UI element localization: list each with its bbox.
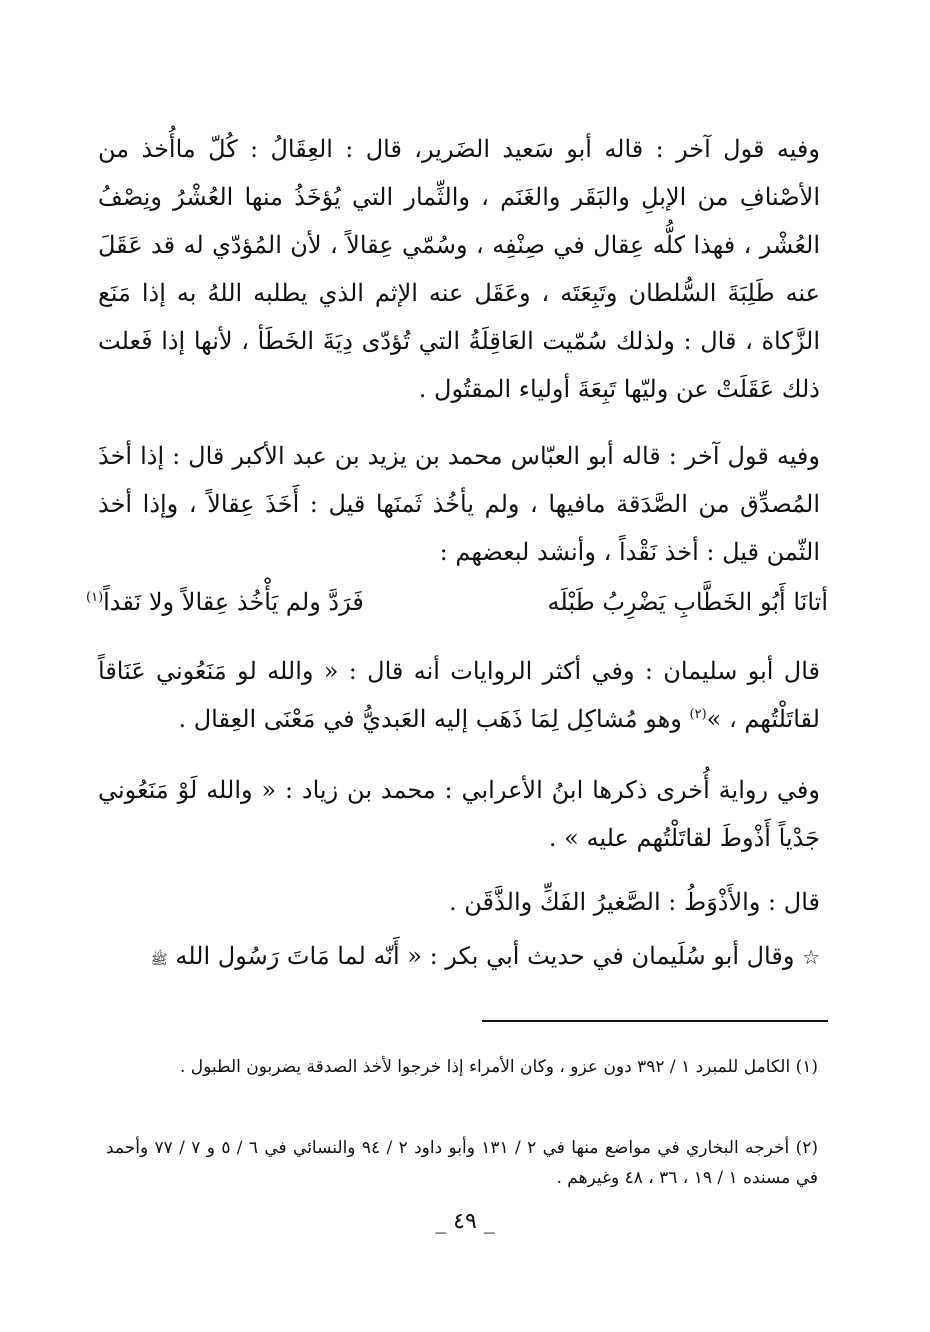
poem-verse bbox=[86, 578, 828, 626]
footnote-ref-1: (١) bbox=[86, 590, 104, 605]
paragraph-ibn-al-arabi: وفي رواية أُخرى ذكرها ابنُ الأعرابي : محمد بن زياد : « والله لَوْ مَنَعُوني جَدْياً أَذْوطَ لقاتَلْتُهم عليه » . bbox=[98, 776, 820, 852]
footnote-divider bbox=[482, 1020, 828, 1022]
paragraph-abu-bakr-hadith bbox=[98, 932, 820, 984]
poem-first-hemistich: أتانَا أَبُو الخَطَّابِ يَضْرِبُ طَبْلَه bbox=[547, 588, 828, 616]
footnote-1: (١) الكامل للمبرد ١ / ٣٩٢ دون عزو ، وكان الأمراء إذا خرجوا لأخذ الصدقة يضربون الطبول . bbox=[179, 1057, 818, 1077]
p6-text: وقال أبو سُلَيمان في حديث أبي بكر : « أَنّه لما مَاتَ رَسُول الله bbox=[167, 942, 803, 970]
footnote-2: (٢) أخرجه البخاري في مواضع منها في ٢ / ١٣١ وأبو داود ٢ / ٩٤ والنسائي في ٦ / ٥ و ٧ / ٧٧ وأحمد في مسنده ١ / ١٩ ، ٣٦ ، ٤٨ وغيرهم . bbox=[106, 1138, 819, 1188]
page-number: _ ٤٩ _ bbox=[435, 1209, 495, 1234]
star-icon: ☆ bbox=[802, 945, 820, 969]
footnote-ref-2: (٢) bbox=[689, 707, 707, 722]
salawat-symbol: ﷺ bbox=[150, 952, 168, 968]
paragraph-aql-meaning: وفيه قول آخر : قاله أبو سَعيد الضَرير، قال : العِقَالُ : كُلّ ماأُخذ من الأصْنافِ من الإبلِ والبَقَر والغَنَم ، والثِّمار التي يُؤخَذُ منها العُشْرُ ونِصْفُ العُشْر ، فهذا كلُّه عِقال في صِنْفِه ، وسُمّي عِقالاً ، لأن المُؤدّي له قد عَقَلَ عنه طَلِبَةَ السُّلطان وتَبِعَتَه ، وعَقَل عنه الإثم الذي يطلبه اللهُ به إذا مَنَع الزَّكاة ، قال : ولذلك سُمّيت العَاقِلَةُ التي تُؤدّى دِيَةَ الخَطَأ ، لأنها إذا فَعلت ذلك عَقَلَتْ عن وليّها تَبِعَةَ أولياء المقتُول . bbox=[98, 135, 820, 403]
paragraph-abu-al-abbas: وفيه قول آخر : قاله أبو العبّاس محمد بن يزيد بن عبد الأكبر قال : إذا أخذَ المُصدِّق من الصَّدَقة مافيها ، ولم يأخُذ ثَمنَها قيل : أَخَذَ عِقالاً ، وإذا أخذ الثّمن قيل : أخذ نَقْداً ، وأنشد لبعضهم : bbox=[98, 442, 820, 566]
paragraph-abu-sulayman bbox=[98, 647, 820, 743]
poem-second-text: فَرَدَّ ولم يَأْخُذ عِقالاً ولا نَقداً bbox=[103, 588, 364, 616]
p3-text-after: وهو مُشاكِل لِمَا ذَهَب إليه العَبديُّ في مَعْنَى العِقال . bbox=[178, 705, 690, 733]
poem-second-hemistich bbox=[86, 578, 364, 626]
p3-text-before: قال أبو سليمان : وفي أكثر الروايات أنه قال : « والله لو مَنَعُوني عَنَاقاً لقاتَلْتُهم ، » bbox=[98, 657, 820, 733]
paragraph-adhwat-definition: قال : والأَذْوَطُ : الصَّغيرُ الفَكِّ والذَّقَن . bbox=[449, 888, 820, 916]
